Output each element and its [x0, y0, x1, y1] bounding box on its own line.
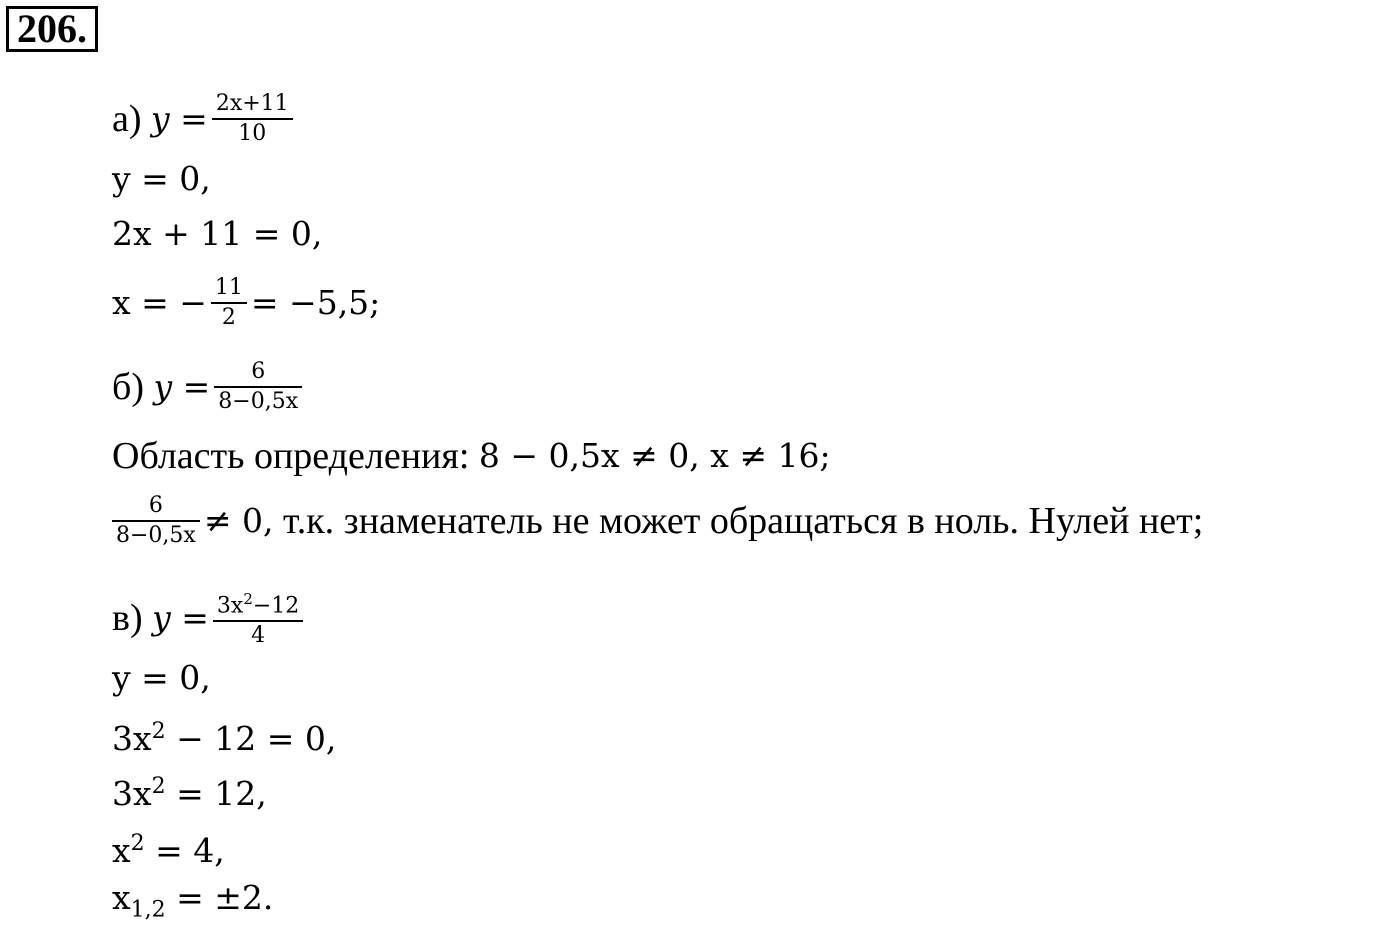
part-v-frac-num-exp: 2 [243, 590, 253, 608]
part-b-frac-den: 8−0,5x [218, 389, 299, 414]
part-v-line-6-sub: 1,2 [130, 897, 166, 923]
part-v-line-5 [112, 822, 225, 873]
part-a-frac-den: 10 [238, 121, 267, 146]
part-v-frac-num [213, 585, 303, 620]
part-a-line-3 [112, 212, 322, 256]
part-v-line-4-post: = 12, [165, 774, 267, 813]
part-b-fraction [214, 358, 302, 416]
part-v-line-3 [112, 710, 336, 761]
part-a-equation [112, 90, 297, 148]
part-b-line-3-den: 8−0,5x [116, 523, 196, 548]
part-b-line-3 [112, 492, 1203, 550]
part-b-domain [112, 434, 831, 478]
part-v-frac-num-pre: 3x [216, 593, 244, 619]
part-a-frac-num: 2x+11 [215, 91, 289, 116]
part-a-line-4-den: 2 [221, 305, 236, 330]
part-v-line-3-exp: 2 [151, 719, 166, 744]
part-v-line-5-post: = 4, [144, 831, 225, 870]
part-b-line-3-fraction [112, 492, 200, 550]
part-v-line-4 [112, 765, 267, 816]
part-a-line-4-num: 11 [214, 275, 243, 300]
part-a-line-2 [112, 157, 211, 201]
part-a-lhs: y = [151, 99, 208, 138]
part-b-frac-num: 6 [251, 359, 266, 384]
part-a-line-4-fraction [211, 274, 247, 332]
part-a-line-4 [112, 274, 380, 332]
part-b-domain-text: Область определения: [112, 435, 470, 477]
part-v-line-4-pre: 3x [112, 774, 152, 813]
part-b-domain-math: 8 − 0,5x ≠ 0, x ≠ 16; [478, 436, 831, 475]
part-b-line-3-math: ≠ 0, [203, 501, 274, 540]
part-v-equation [112, 585, 307, 650]
part-v-frac-num-post: −12 [252, 593, 300, 619]
part-a-line-3-text: 2x + 11 = 0, [112, 214, 323, 253]
problem-number: 206. [6, 6, 98, 52]
part-v-line-2-text: y = 0, [112, 658, 211, 697]
part-v-line-4-exp: 2 [151, 774, 166, 799]
part-a-fraction [212, 90, 293, 148]
part-b-line-3-num: 6 [148, 493, 163, 518]
part-b-equation [112, 358, 306, 416]
part-v-lhs: y = [152, 597, 209, 637]
part-v-label: в) [112, 596, 143, 639]
part-b-lhs: y = [153, 367, 211, 406]
part-b-line-3-text: т.к. знаменатель не может обращаться в ноль. Нулей нет; [282, 500, 1204, 542]
part-a-line-4-pre: x = − [112, 283, 207, 322]
part-a-line-4-post: = −5,5; [250, 283, 381, 322]
part-a-label: а) [112, 98, 142, 140]
part-v-line-5-pre: x [112, 831, 131, 870]
part-v-line-2 [112, 656, 211, 700]
part-v-line-6 [112, 876, 273, 933]
part-a-line-2-text: y = 0, [112, 159, 211, 198]
part-v-frac-den: 4 [251, 623, 266, 649]
part-v-line-3-pre: 3x [112, 719, 152, 758]
part-v-line-5-exp: 2 [130, 831, 145, 856]
part-v-line-6-post: = ±2. [165, 878, 274, 917]
part-v-line-6-pre: x [112, 878, 131, 917]
part-v-line-3-post: − 12 = 0, [165, 719, 337, 758]
part-v-fraction [213, 585, 303, 650]
part-b-label: б) [112, 366, 144, 408]
